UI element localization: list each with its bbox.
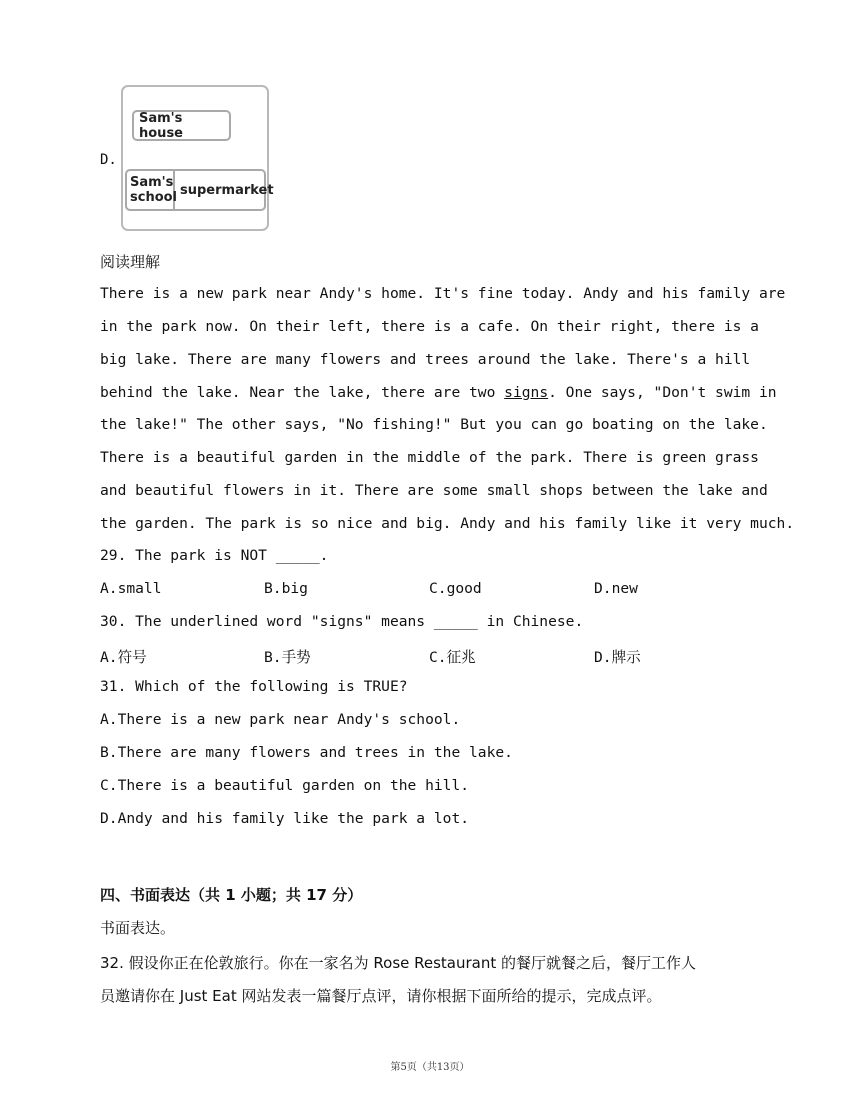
q30-stem: 30. The underlined word "signs" means _____ in Chinese.	[100, 613, 584, 630]
q29-option-b: B.big	[264, 580, 308, 597]
page-footer: 第5页（共13页）	[390, 1062, 470, 1073]
sams-house-box	[132, 110, 231, 141]
sams-school-box	[127, 171, 178, 209]
passage-line-7: and beautiful flowers in it. There are some small shops between the lake and	[100, 482, 768, 499]
sams-school-label: Sam's school	[130, 175, 178, 205]
q30-option-c: C.征兆	[429, 649, 476, 666]
underlined-word-signs: signs	[504, 384, 549, 401]
writing-subtitle: 书面表达。	[100, 919, 176, 937]
sams-house-label: Sam's house	[139, 110, 183, 141]
option-d-label: D.	[100, 152, 117, 168]
supermarket-label: supermarket	[180, 182, 274, 198]
passage-line-2: in the park now. On their left, there is a cafe. On their right, there is a	[100, 318, 759, 335]
q29-option-c: C.good	[429, 580, 482, 597]
q31-stem: 31. Which of the following is TRUE?	[100, 678, 408, 695]
q31-option-b: B.There are many flowers and trees in the lake.	[100, 744, 513, 761]
q29-option-d: D.new	[594, 580, 638, 597]
q30-option-a: A.符号	[100, 649, 147, 666]
q29-stem: 29. The park is NOT _____.	[100, 547, 329, 564]
section-title-writing: 四、书面表达（共 1 小题；共 17 分）	[100, 886, 363, 904]
map-figure	[121, 85, 274, 231]
passage-line-6: There is a beautiful garden in the middle of the park. There is green grass	[100, 449, 759, 466]
q31-option-c: C.There is a beautiful garden on the hill.	[100, 777, 470, 794]
passage-line-4-end: . One says, "Don't swim in	[548, 384, 777, 401]
passage-line-4	[100, 384, 777, 401]
passage-line-1: There is a new park near Andy's home. It's fine today. Andy and his family are	[100, 285, 786, 302]
q30-option-b: B.手势	[264, 649, 311, 666]
passage-line-4-start: behind the lake. Near the lake, there are two	[100, 384, 505, 401]
passage-line-5: the lake!" The other says, "No fishing!" But you can go boating on the lake.	[100, 416, 768, 433]
q29-option-a: A.small	[100, 580, 162, 597]
school-supermarket-row	[125, 169, 274, 211]
q32-line-2: 员邀请你在 Just Eat 网站发表一篇餐厅点评，请你根据下面所给的提示，完成点评。	[100, 987, 662, 1005]
reading-heading: 阅读理解	[100, 253, 161, 271]
q31-option-d: D.Andy and his family like the park a lot.	[100, 810, 470, 827]
q30-option-d: D.牌示	[594, 649, 641, 666]
passage-line-8: the garden. The park is so nice and big. Andy and his family like it very much.	[100, 515, 795, 532]
q31-option-a: A.There is a new park near Andy's school.	[100, 711, 461, 728]
passage-line-3: big lake. There are many flowers and trees around the lake. There's a hill	[100, 351, 751, 368]
q32-line-1: 32. 假设你正在伦敦旅行。你在一家名为 Rose Restaurant 的餐厅就餐之后，餐厅工作人	[100, 954, 697, 972]
